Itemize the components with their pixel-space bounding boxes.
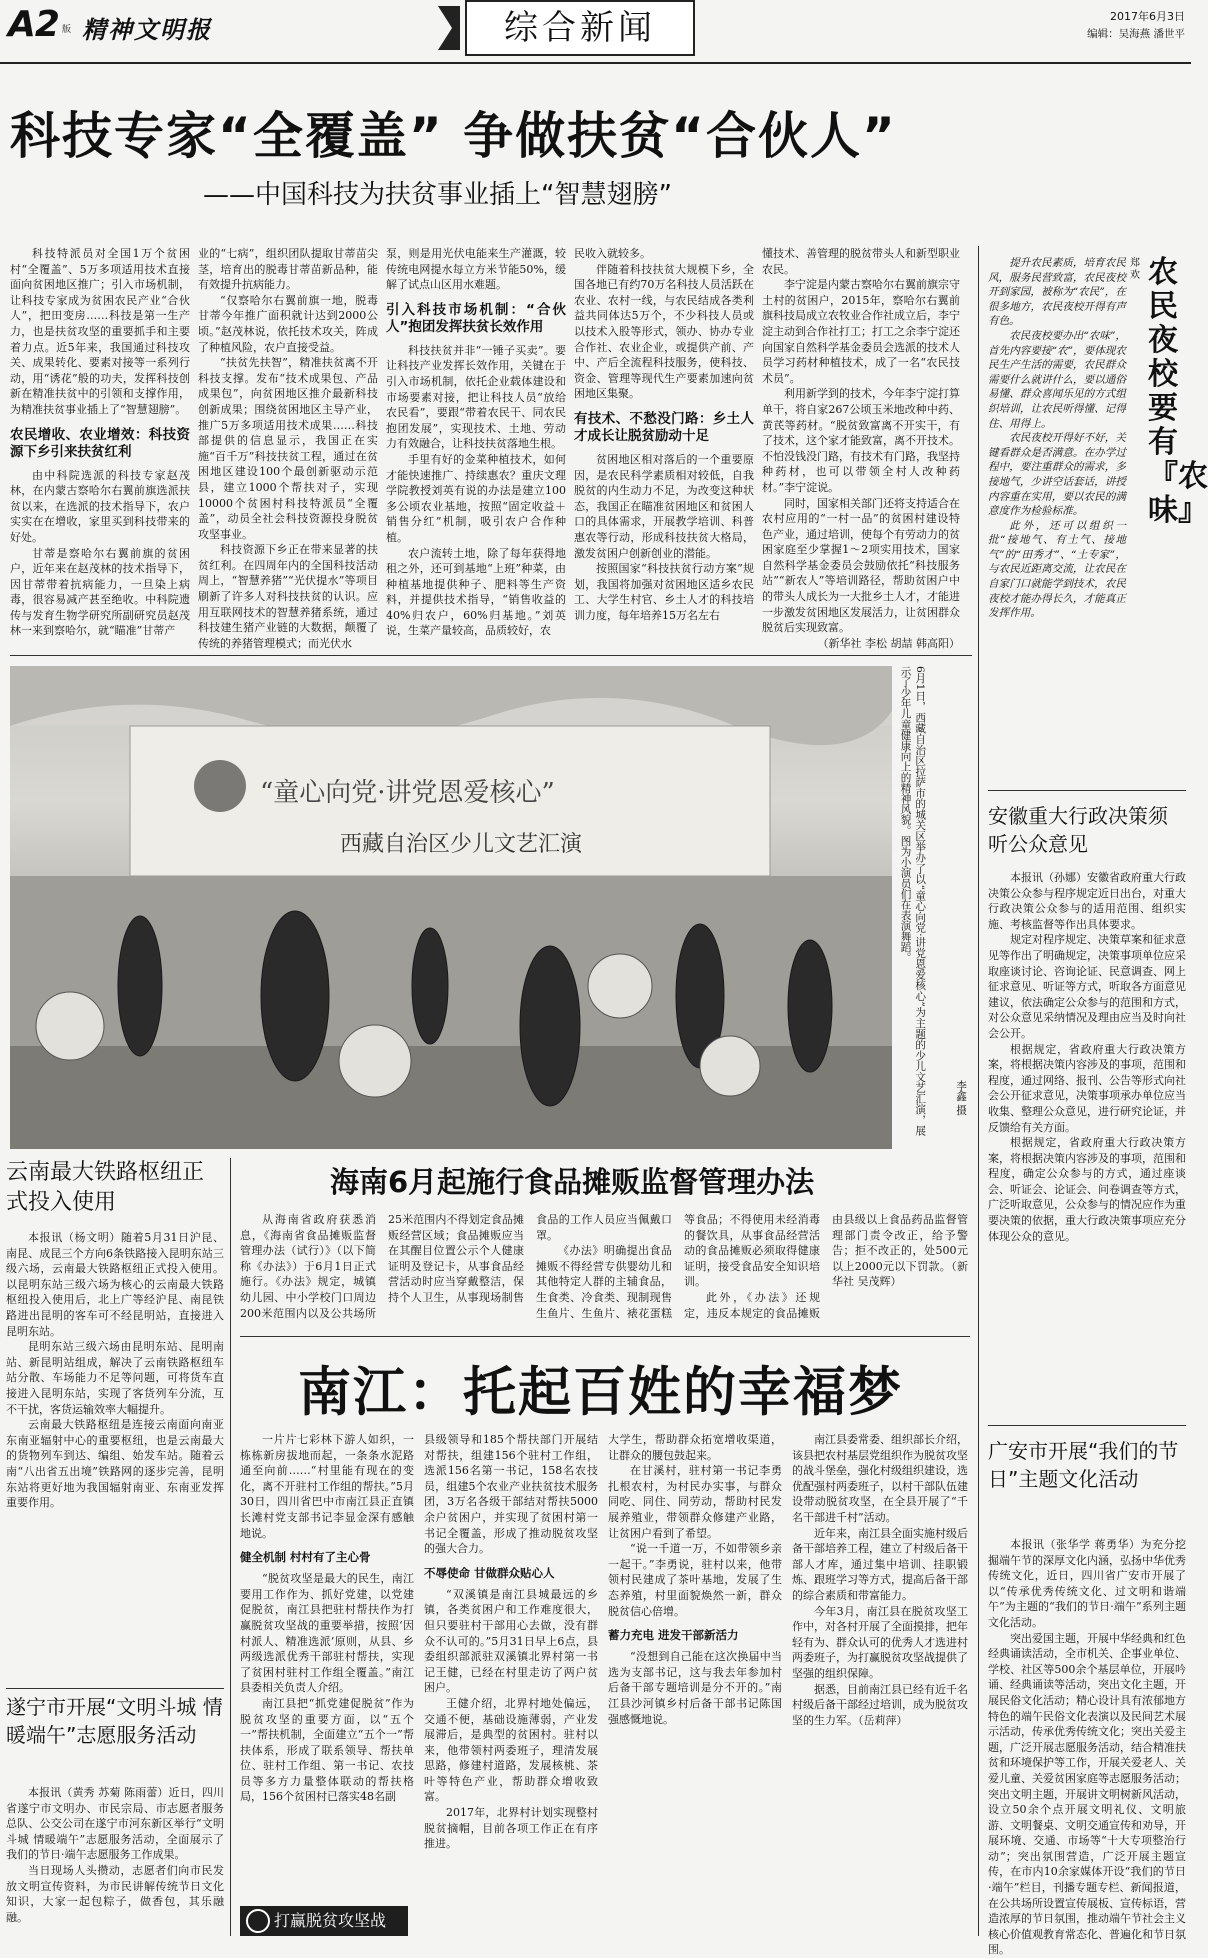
paragraph: 《办法》明确提出食品摊贩不得经营专供婴幼儿和其他特定人群的主辅食品，生食类、冷食类、现制现售生鱼片、生鱼片、裱花蛋糕等食品；不得使用未经消毒的餐饮具，从事食品经营活动的食品摊贩必须取得健康证明，接受食品安全知识培训。	[536, 1213, 820, 1320]
paragraph: 从海南省政府获悉消息，《海南省食品摊贩监督管理办法（试行）》（以下简称《办法》）于6月1日正式施行。《办法》规定，城镇幼儿园、中小学校门口周边200米范围内以及公共场所25米范围内不得划定食品摊贩经营区域；食品摊贩应当在其醒目位置公示个人健康证明及登记卡，从事食品经营活动时应当穿戴整洁，保持个人卫生，从事现场制售食品的工作人员应当佩戴口罩。	[240, 1213, 672, 1320]
photo-banner-text: “童心向党·讲党恩爱核心”	[260, 778, 555, 808]
paragraph: 在甘溪村，驻村第一书记李勇扎根农村，为村民办实事，与群众同吃、同住、同劳动，帮助村民发展养殖业，带领群众修建产业路，让贫困户看到了希望。	[608, 1464, 782, 1540]
dance-photo	[10, 666, 892, 1149]
hainan-headline: 海南6月起施行食品摊贩监督管理办法	[330, 1165, 815, 1199]
commentary-author-tag: 郑欢	[1130, 258, 1140, 281]
lead-subhead-2: 引入科技市场机制：“合伙人”抱团发挥扶贫长效作用	[386, 301, 566, 335]
paragraph: 利用新学到的技术，今年李宁淀打算单干，将自家267公顷玉米地改种中药、黄芪等药材。“脱贫致富离不开实干，有了技术，这个家才能致富，离不开技术。不怕没钱没门路，有技术有门路，我坚持种药材，也可以带领全村人改种药材。”李宁淀说。	[762, 387, 960, 494]
section-name: 综合新闻	[465, 0, 695, 56]
nanjiang-subhead-2: 不辱使命 甘做群众贴心人	[424, 1565, 555, 1580]
paragraph: 按照国家“科技扶贫行动方案”规划，我国将加强对贫困地区适乡农民工、大学生村官、乡土人才的科技培训力度，每年培养15万名左右	[574, 562, 754, 622]
paragraph: 科技扶贫并非“一锤子买卖”。要让科技产业发挥长效作用，关键在于引入市场机制，依托企业载体建设和市场要素对接，把让科技人员“放给农民看”，要跟“带着农民干、同农民抱团发展”，实现技术、土地、劳动力有效融合，让科技扶贫落地生根。	[386, 343, 566, 451]
lead-column-5	[762, 246, 960, 650]
paragraph: 泵，则是用光伏电能来生产灌溉，较传统电网提水每立方米节能50%，缓解了试点山区用水难题。	[386, 247, 566, 292]
yunnan-headline: 云南最大铁路枢纽正式投入使用	[6, 1160, 205, 1215]
commentary-body	[988, 256, 1126, 776]
editors: 编辑：吴海燕 潘世平	[1087, 28, 1185, 40]
paragraph: 县级领导和185个帮扶部门开展结对帮扶，组建156个驻村工作组，选派156名第一书记，158名农技员，组建5个农业产业扶贫技术服务团，3万名各级干部结对帮扶5000余户贫困户，并实现了贫困村第一书记全覆盖，形成了推动脱贫攻坚的强大合力。	[424, 1433, 598, 1556]
lead-column-2	[198, 246, 378, 650]
commentary-title: 农民夜校要有『农味』	[1148, 255, 1208, 528]
photo-caption-text: 6月1日，西藏自治区拉萨市的城关区举办了以“童心向党·讲党恩爱核心”为主题的少儿文艺汇演，展示了少年儿童健康向上的精神风貌。图为小演员们在表演舞蹈。	[899, 666, 927, 1136]
nanjiang-column-4	[792, 1432, 968, 1937]
lead-bottom-rule	[10, 655, 972, 656]
paragraph: 规定对程序规定、决策草案和征求意见等作出了明确规定，决策事项单位应采取座谈讨论、咨询论证、民意调查、网上征求意见、听证等方式，听取各方面意见建议，依法确定公众参与的范围和方式，对公众意见采纳情况及理由应当及时向社会公开。	[988, 933, 1186, 1040]
yunnan-body	[6, 1230, 224, 1685]
sidebar-rule-2	[988, 1425, 1186, 1426]
badge-emblem-icon	[246, 1909, 270, 1933]
paragraph: “没想到自己能在这次换届中当选为支部书记，这与我去年参加村后备干部专题培训是分不开的。”南江县沙河镇乡村后备干部书记陈国强感慨地说。	[608, 1650, 782, 1726]
lead-headline: 科技专家“全覆盖” 争做扶贫“合伙人”	[10, 107, 897, 165]
nanjiang-column-3	[608, 1432, 782, 1937]
paragraph: 云南最大铁路枢纽是连接云南面向南亚东南亚辐射中心的重要枢纽，也是云南最大的货物列车到达、编组、始发车站。随着云南“八出省五出境”铁路网的逐步完善，昆明东站将更好地为我国辐射南亚、东南亚发挥重要作用。	[6, 1418, 224, 1510]
paragraph: 王健介绍，北界村地处偏远，交通不便，基础设施薄弱，产业发展滞后，是典型的贫困村。驻村以来，他带领村两委班子，理清发展思路，修建村道路，发展核桃、茶叶等特色产业，帮助群众增收致富。	[424, 1696, 598, 1804]
nanjiang-column-1	[240, 1432, 414, 1902]
paragraph: 本报讯（孙娜）安徽省政府重大行政决策公众参与程序规定近日出台，对重大行政决策公众参与的适用范围、组织实施、考核监督等作出具体要求。	[988, 871, 1186, 931]
paragraph: 今年3月，南江县在脱贫攻坚工作中，对各村开展了全面摸排，把年轻有为、群众认可的优秀人才选进村两委班子，为打赢脱贫攻坚战提供了坚强的组织保障。	[792, 1604, 968, 1680]
paragraph: 民收入就较多。	[574, 247, 651, 260]
paragraph: 懂技术、善管理的脱贫带头人和新型职业农民。	[762, 247, 960, 276]
paper-name: 精神文明报	[82, 15, 212, 44]
paragraph: 手里有好的金菜种植技术，如何才能快速推广、持续惠农？重庆文理学院教授刘英有说的办法是建立100多公顷农业基地，按照“固定收益＋销售分红”机制，吸引农户合作种植。	[386, 452, 566, 544]
paragraph: 伴随着科技扶贫大规模下乡，全国各地已有约70万名科技人员活跃在农业、农村一线，与农民结成各类利益共同体达5万个，不少科技人员或以技术入股等形式，领办、协办专业合作社、农业企业，或提供产前、产中、产后全流程科技服务，使科技、资金、管理等现代生产要素加速向贫困地区集聚。	[574, 262, 754, 401]
guangan-body	[988, 1537, 1186, 1957]
nanjiang-subhead-1: 健全机制 村村有了主心骨	[240, 1550, 371, 1565]
page-unit: 版	[62, 25, 72, 35]
anhui-headline: 安徽重大行政决策须听公众意见	[988, 804, 1168, 856]
paragraph: 本报讯（张华学 蒋勇华）为充分挖掘端午节的深厚文化内涵，弘扬中华优秀传统文化，近日，四川省广安市开展了以“传承优秀传统文化、过文明和谐端午”为主题的“我们的节日·端午”系列主题文化活动。	[988, 1538, 1186, 1629]
paragraph: 根据规定，省政府重大行政决策方案，将根据决策内容涉及的事项，范围和程度，确定公众参与的方式，通过座谈会、听证会、论证会、问卷调查等方式，广泛听取意见，公众参与的情况应作为重要决策的依据，重大行政决策事项应充分体现公众的意见。	[988, 1136, 1186, 1243]
paragraph: 根据规定，省政府重大行政决策方案，将根据决策内容涉及的事项，范围和程度，通过网络、报刊、公告等形式向社会公开征求意见，决策事项承办单位应当收集、整理公众意见，进行研究论证，并反馈给有关方面。	[988, 1042, 1186, 1134]
lead-column-4	[574, 246, 754, 646]
photo-banner-sub: 西藏自治区少儿文艺汇演	[340, 832, 583, 857]
paragraph: 2017年，北界村计划实现整村脱贫摘帽，目前各项工作正在有序推进。	[424, 1806, 598, 1851]
paragraph: “说一千道一万，不如带领乡亲一起干。”李勇说，驻村以来，他带领村民建成了茶叶基地，发展了生态养殖，村里面貌焕然一新，群众脱贫信心倍增。	[608, 1542, 782, 1618]
paragraph: 农民夜校开得好不好，关键看群众是否满意。在办学过程中，要注重群众的需求，多接地气，少讲空话套话，讲授内容重在实用，要以农民的满意度作为检验标准。	[988, 432, 1126, 518]
masthead	[0, 0, 1191, 62]
paragraph: 李宁淀是内蒙古察哈尔右翼前旗宗守土村的贫困户，2015年，察哈尔右翼前旗科技局成立农牧业合作社成立后，李宁淀主动到合作社打工；打工之余李宁淀还向国家自然科学基金委员会选派的技术人员学习药材种植技术，成了一名“农民技术员”。	[762, 278, 960, 385]
hainan-rule	[240, 1336, 970, 1337]
lead-column-3	[386, 246, 566, 646]
nanjiang-subhead-3: 蓄力充电 进发干部新活力	[608, 1628, 739, 1643]
masthead-rule	[0, 62, 1191, 64]
paragraph: 科技特派员对全国1万个贫困村“全覆盖”、5万多项适用技术直接面向贫困地区推广；引入市场机制，让科技专家成为贫困农民产业“合伙人”，把田变房……科技是第一生产力，也是扶贫攻坚的重要抓手和主要着力点。近5年来，我国通过科技攻关、成果转化、要素对接等一系列行动，用“诱花”般的功夫，发挥科技创新在精准扶贫中的引领和支撑作用，为精准扶贫事业插上了“智慧翅膀”。	[10, 247, 190, 416]
paragraph: 提升农民素质，培育农民风，服务民营致富，农民夜校开到家园，被称为“农民”，在很多地方，农民夜校开得有声有色。	[988, 257, 1126, 328]
paragraph: 近年来，南江县全面实施村级后备干部培养工程，建立了村级后备干部人才库，通过集中培训、挂职锻炼、跟班学习等方式，提高后备干部的综合素质和带富能力。	[792, 1526, 968, 1602]
dance-photo-illustration	[10, 666, 892, 1149]
issue-date: 2017年6月3日	[1110, 10, 1185, 23]
lead-subhead-3: 有技术、不愁没门路：乡土人才成长让脱贫励动十足	[574, 410, 754, 444]
section-deco-icon	[438, 6, 460, 50]
paragraph: 甘蒂是察哈尔右翼前旗的贫困户，近年来在赵茂林的技术指导下，因甘蒂带着抗病能力，一旦染上病毒，很容易减产甚至绝收。中科院遗传与发育生物学研究所副研究员赵茂林一来到察哈尔，就“瞄准”甘蒂产	[10, 546, 190, 638]
paragraph: 农民夜校要办出“农味”，首先内容要接“农”，要体现农民生产生活的需要，农民群众需要什么就讲什么，要以通俗易懂、群众喜闻乐见的方式组织培训，让农民听得懂、记得住、用得上。	[988, 329, 1126, 430]
paragraph: “扶贫先扶智”，精准扶贫离不开科技支撑。发布“技术成果包、产品成果包”，向贫困地区推介最新科技创新成果；围绕贫困地区主导产业，推广5万多项适用技术成果……科技部提供的信息显示，我国正在实施“百千万”科技扶贫工程，通过在贫困地区建设100个最创新驱动示范县，建立1000个帮扶对子，实现10000个贫困村科技特派员“全覆盖”，动员全社会科技资源投身脱贫攻坚事业。	[198, 356, 378, 541]
paragraph: 同时，国家相关部门还将支持适合在农村应用的“一村一品”的贫困村建设特色产业，通过培训，使每个有劳动力的贫困家庭至少掌握1～2项实用技术，国家自然科学基金委员会鼓励依托“科技服务站”“新农人”等培训路径，帮助贫困户中的带头人成长为一大批乡土人才，才能进一步激发贫困地区发展活力，让贫困群众脱贫后实现致富。	[762, 496, 960, 635]
paragraph: “仅察哈尔右翼前旗一地，脱毒甘蒂今年推广面积就计达到2000公顷。”赵茂林说，依托技术攻关，阵成了种植风险，农户直接受益。	[198, 293, 378, 354]
paragraph: 由中科院选派的科技专家赵茂林，在内蒙古察哈尔右翼前旗选派扶贫以来，在选派的技术指导下，农户实实在在增收，家里买到科技带来的好处。	[10, 468, 190, 544]
paragraph: 一片片七彩林下游人如织，一栋栋新房拔地而起，一条条水泥路通至向前……“村里能有现在的变化，离不开驻村工作组的帮扶。”5月30日，四川省巴中市南江县正直镇长滩村党支部书记李显金深有感触地说。	[240, 1433, 414, 1540]
paragraph: 贫困地区相对落后的一个重要原因，是农民科学素质相对较低，自我脱贫的内生动力不足，为改变这种状态，我国正在瞄准贫困地区和贫困人口的具体需求，开展教学培训、科普惠农等行动，形成科技扶贫大格局，激发贫困户创新创业的潜能。	[574, 452, 754, 560]
paragraph: 据悉，目前南江县已经有近千名村级后备干部经过培训，成为脱贫攻坚的生力军。（岳莉萍）	[792, 1682, 968, 1727]
left-rail-divider	[230, 1158, 231, 1936]
nanjiang-headline: 南江：托起百姓的幸福梦	[298, 1362, 903, 1423]
paragraph: 本报讯（黄秀 苏菊 陈雨蕾）近日，四川省遂宁市文明办、市民宗局、市志愿者服务总队、公交公司在遂宁市河东新区举行“文明斗城 情暖端午”志愿服务活动，全面展示了我们的节日·端午志愿服务工作成果。	[6, 1786, 224, 1862]
lead-subtitle: ——中国科技为扶贫事业插上“智慧翅膀”	[203, 180, 672, 210]
paragraph: 南江县委常委、组织部长介绍，该县把农村基层党组织作为脱贫攻坚的战斗堡垒，强化村级组织建设，选优配强村两委班子，以村干部队伍建设带动脱贫攻坚，在全县开展了“千名干部进千村”活动。	[792, 1433, 968, 1524]
paragraph: 科技资源下乡正在带来显著的扶贫红利。在四周年内的全国科技活动周上，“智慧养猪”“光伏提水”等项目刷新了许多人对科技扶贫的认识。应用互联网技术的智慧养猪系统，通过科技建生猪产业链的大数据，颠覆了传统的养猪管理模式；而光伏水	[198, 543, 378, 650]
byline: （新华社 李松 胡喆 韩高阳）	[817, 636, 960, 650]
paragraph: “脱贫攻坚是最大的民生，南江要用工作作为、抓好党建，以党建促脱贫，南江县把驻村帮扶作为打赢脱贫攻坚战的重要举措，按照‘因村派人、精准选派’原则，从县、乡两级选派优秀干部驻村帮扶，实现了贫困村驻村工作组全覆盖。”南江县委相关负责人介绍。	[240, 1572, 414, 1695]
anhui-body	[988, 870, 1186, 1410]
paragraph: 当日现场人头攒动，志愿者们向市民发放文明宣传资料，为市民讲解传统节日文化知识，大家一起包粽子，做香包，其乐融融。	[6, 1863, 224, 1924]
paragraph: 突出爱国主题，开展中华经典和红色经典诵读活动，全市机关、企事业单位、学校、社区等500余个基层单位，开展吟诵、经典诵读等活动，突出文化主题，开展民俗文化活动；精心设计具有浓郁地方特色的端午民俗文化表演以及民间艺术展示活动，传承优秀传统文化；突出关爱主题，广泛开展志愿服务活动，结合精准扶贫和环境保护等工作，开展关爱老人、关爱儿童、关爱贫困家庭等志愿服务活动；突出文明主题，开展讲文明树新风活动，设立50余个点开展文明礼仪、文明旅游、文明餐桌、文明交通宣传和劝导，开展环境、交通、市场等“十大专项整治行动”；突出氛围营造，广泛开展主题宣传，在市内10余家媒体开设“我们的节日·端午”栏目，刊播专题专栏、新闻报道，在公共场所设置宣传展板、宣传标语，营造浓厚的节日氛围，推动端午节社会主义核心价值观教育常态化、普遍化和节日氛围。	[988, 1631, 1186, 1957]
left-rail-rule	[6, 1688, 224, 1689]
photo-credit: 李鑫 摄	[955, 1080, 967, 1116]
paragraph: 此外，还可以组织一批“接地气、有土气、接地气”的“田秀才”、“土专家”，与农民近距离交流，让农民在自家门口就能学到技术，农民夜校才能办得长久，才能真正发挥作用。	[988, 519, 1126, 620]
suining-body	[6, 1785, 224, 1940]
page-number: A2	[8, 4, 59, 45]
paragraph: 此外，《办法》还规定，违反本规定的食品摊贩由县级以上食品药品监督管理部门责令改正，给予警告；拒不改正的，处500元以上2000元以下罚款。（新华社 吴茂辉）	[684, 1213, 968, 1320]
hainan-body	[240, 1212, 968, 1330]
nanjiang-column-2	[424, 1432, 598, 1937]
paragraph: 昆明东站三级六场由昆明东站、昆明南站、新昆明站组成，解决了云南铁路枢纽车站分散、车场能力不足等问题，可将货车直接进入昆明东站，实现了客货列车分流，互不干扰，客货运输效率大幅提升。	[6, 1340, 224, 1416]
paragraph: 南江县把“抓党建促脱贫”作为脱贫攻坚的重要方面，以“五个一”帮扶机制，全面建立“五个一”帮扶体系，形成了联系领导、帮扶单位、驻村工作组、第一书记、农技员等多方力量整体联动的帮扶格局，156个贫困村已落实48名副	[240, 1696, 414, 1804]
paragraph: 农户流转土地，除了每年获得地租之外，还可到基地“上班”种菜，由种植基地提供种子、肥料等生产资料，并提供技术指导，“销售收益的40%归农户，60%归基地。”刘英说，生菜产量较高，品质较好，农	[386, 546, 566, 638]
paragraph: 业的“七病”，组织团队提取甘蒂苗尖茎，培育出的脱毒甘蒂苗新品种，能有效提升抗病能力。	[198, 247, 378, 292]
guangan-headline: 广安市开展“我们的节日”主题文化活动	[988, 1439, 1179, 1491]
paragraph: 大学生，帮助群众拓宽增收渠道，让群众的腰包鼓起来。	[608, 1433, 782, 1462]
sidebar-rule-1	[988, 790, 1186, 791]
paragraph: “双溪镇是南江县城最远的乡镇，各类贫困户和工作难度很大，但只要驻村干部用心去做，没有群众不认可的。”5月31日早上6点，县委组织部派驻双溪镇北界村第一书记王健，已经在村里走访了两户贫困户。	[424, 1587, 598, 1695]
series-badge: 打赢脱贫攻坚战	[240, 1906, 408, 1936]
lead-column-1	[10, 246, 190, 646]
lead-subhead-1: 农民增收、农业增效：科技资源下乡引来扶贫红利	[10, 426, 190, 460]
photo-caption	[898, 666, 982, 1149]
suining-headline: 遂宁市开展“文明斗城 情暖端午”志愿服务活动	[6, 1695, 223, 1747]
paragraph: 本报讯（杨文明）随着5月31日沪昆、南昆、成昆三个方向6条铁路接入昆明东站三级六场，云南最大铁路枢纽正式投入使用。以昆明东站三级六场为核心的云南最大铁路枢纽投入使用后，北上广等经沪昆、南昆铁路进出昆明的客车可不经昆明站，直接进入昆明东站。	[6, 1231, 224, 1338]
